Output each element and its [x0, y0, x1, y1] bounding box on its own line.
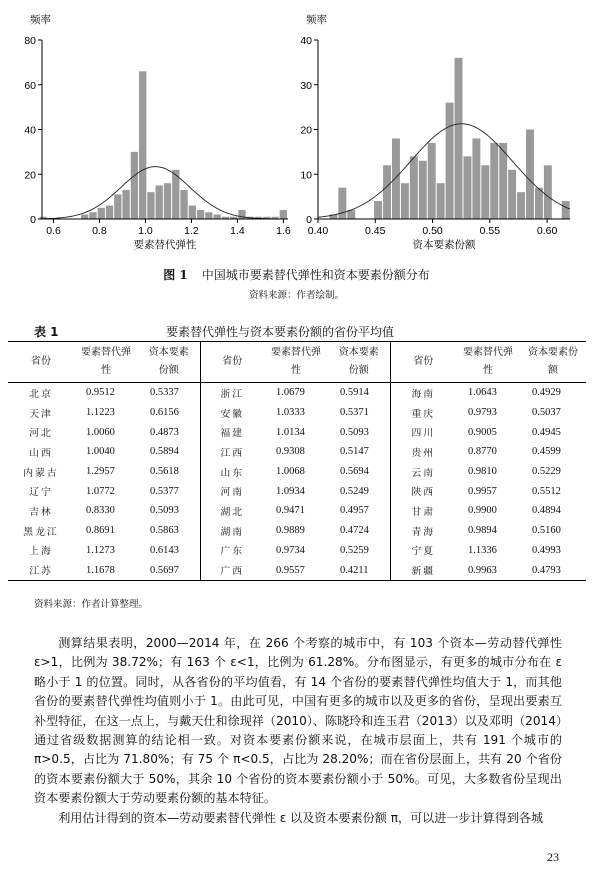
share-cell: 0.5093 — [150, 505, 179, 517]
elasticity-cell: 1.0934 — [276, 485, 305, 497]
elasticity-cell: 1.1223 — [86, 407, 115, 419]
province-cell: 北京 — [29, 388, 53, 400]
histogram-bar — [156, 185, 163, 219]
share-cell: 0.4957 — [340, 505, 369, 517]
province-table — [8, 341, 586, 581]
x-tick-label: 1.2 — [184, 225, 199, 237]
share-cell: 0.5229 — [532, 466, 561, 478]
x-tick-label: 0.55 — [479, 225, 501, 237]
province-cell: 安徽 — [200, 403, 264, 423]
histogram-bar — [428, 143, 436, 219]
elasticity-header: 要素替代弹性 — [264, 342, 328, 383]
figure-source: 资料来源：作者绘制。 — [248, 290, 344, 301]
province-header: 省份 — [200, 342, 264, 383]
y-tick-label: 20 — [24, 169, 36, 182]
province-cell: 重庆 — [390, 403, 456, 423]
share-cell: 0.6143 — [150, 544, 179, 556]
province-cell: 海南 — [390, 383, 456, 403]
elasticity-cell: 0.8330 — [86, 505, 115, 517]
province-cell: 江苏 — [8, 560, 74, 580]
province-cell: 浙江 — [200, 383, 264, 403]
body-text — [34, 634, 562, 828]
share-cell: 0.5037 — [532, 407, 561, 419]
y-axis-title: 频率 — [30, 14, 51, 26]
table-row — [8, 560, 586, 580]
y-axis-title: 频率 — [306, 14, 327, 26]
histogram-bar — [535, 188, 543, 219]
share-cell: 0.4993 — [532, 544, 561, 556]
elasticity-cell: 1.0040 — [86, 446, 115, 458]
share-cell: 0.5259 — [340, 544, 369, 556]
elasticity-cell: 1.1273 — [86, 544, 115, 556]
histogram-bar — [164, 183, 171, 219]
share-cell: 0.5377 — [150, 485, 179, 497]
x-tick-label: 1.6 — [276, 225, 291, 237]
y-tick-label: 60 — [24, 79, 36, 92]
province-cell: 河南 — [200, 481, 264, 501]
province-cell: 陕西 — [390, 481, 456, 501]
histogram-bar — [280, 210, 287, 219]
share-cell: 0.5337 — [150, 387, 179, 399]
elasticity-header: 要素替代弹性 — [456, 342, 520, 383]
elasticity-cell: 1.0679 — [276, 387, 305, 399]
elasticity-cell: 0.9308 — [276, 446, 305, 458]
histogram-capital-share — [300, 13, 570, 251]
share-cell: 0.5371 — [340, 407, 369, 419]
table-row — [8, 383, 586, 403]
elasticity-cell: 0.9810 — [468, 466, 497, 478]
histogram-bar — [180, 190, 187, 219]
histogram-bar — [392, 138, 400, 219]
histogram-bar — [98, 208, 105, 219]
elasticity-cell: 1.1678 — [74, 560, 138, 580]
share-cell: 0.5618 — [150, 466, 179, 478]
y-tick-label: 0 — [30, 214, 36, 226]
share-cell: 0.5512 — [532, 485, 561, 497]
histogram-bar — [214, 215, 221, 219]
histogram-bar — [419, 161, 427, 219]
paragraph-1: 测算结果表明，2000—2014 年，在 266 个考察的城市中，有 103 个资本—劳动替代弹性 ε>1，比例为 38.72%；有 163 个 ε<1，比例为 61.28%。分布图显示，有更多的城市分布在 ε 略小于 1 的位置。同时，从各省份的平均值看，有 14 个省份的要素替代弹性均值大于 1，而其他省份的要素替代弹性均值则小于 1。由此可见，中国有更多的城市以及更多的省份，呈现出要素互补型特征，在这一点上，与戴天仕和徐现祥（2010）、陈晓玲和连玉君（2013）以及邓明（2014）通过省级数据测算的结论相一致。对资本要素份额来说，在城市层面上，共有 191 个城市的 π>0.5，占比为 71.80%；有 75 个 π<0.5，占比为 28.20%；而在省份层面上，共有 20 个省份的资本要素份额大于 50%，其余 10 个省份的资本要素份额小于 50%。可见，大多数省份呈现出资本要素份额大于劳动要素份额的基本特征。 — [34, 636, 562, 806]
province-cell: 山西 — [29, 447, 53, 459]
histogram-bar — [81, 215, 88, 219]
share-cell: 0.5147 — [340, 446, 369, 458]
histogram-bar — [114, 194, 121, 219]
table-row — [8, 481, 586, 501]
share-cell: 0.5914 — [340, 387, 369, 399]
table-source: 资料来源：作者计算整理。 — [34, 599, 149, 610]
elasticity-cell: 0.9963 — [456, 560, 520, 580]
elasticity-header: 要素替代弹性 — [74, 342, 138, 383]
figure-1-charts — [0, 0, 593, 265]
share-cell: 0.4873 — [150, 426, 179, 438]
elasticity-cell: 1.0333 — [276, 407, 305, 419]
elasticity-cell: 0.9512 — [86, 387, 115, 399]
province-cell: 湖南 — [200, 521, 264, 541]
histogram-elasticity — [24, 13, 291, 251]
province-header: 省份 — [8, 342, 74, 383]
province-cell: 甘肃 — [390, 501, 456, 521]
province-cell: 宁夏 — [390, 541, 456, 561]
elasticity-cell: 0.9889 — [276, 525, 305, 537]
elasticity-cell: 1.0060 — [86, 426, 115, 438]
share-cell: 0.4894 — [532, 505, 561, 517]
table-row — [8, 501, 586, 521]
share-cell: 0.4945 — [532, 426, 561, 438]
table-row — [8, 462, 586, 482]
histogram-bar — [455, 58, 463, 219]
x-axis-title: 要素替代弹性 — [133, 239, 197, 251]
elasticity-cell: 0.8770 — [468, 446, 497, 458]
paragraph-2: 利用估计得到的资本—劳动要素替代弹性 ε 以及资本要素份额 π，可以进一步计算得到各城 — [58, 810, 544, 825]
share-cell: 0.5694 — [340, 466, 369, 478]
x-tick-label: 0.8 — [92, 225, 107, 237]
histogram-bar — [544, 165, 552, 219]
x-tick-label: 0.50 — [422, 225, 443, 237]
histogram-bar — [338, 188, 346, 219]
histogram-bar — [517, 192, 525, 219]
histogram-bar — [147, 192, 154, 219]
share-cell: 0.4724 — [340, 525, 369, 537]
share-cell: 0.4599 — [532, 446, 561, 458]
table-heading — [34, 323, 558, 341]
province-cell: 四川 — [390, 422, 456, 442]
elasticity-cell: 0.9734 — [276, 544, 305, 556]
y-tick-label: 40 — [24, 124, 36, 137]
elasticity-cell: 1.1336 — [468, 544, 497, 556]
elasticity-cell: 1.0068 — [276, 466, 305, 478]
province-cell: 山东 — [200, 462, 264, 482]
table-label: 表 1 — [34, 325, 59, 339]
histogram-bar — [410, 156, 418, 219]
share-cell: 0.5249 — [340, 485, 369, 497]
histogram-bar — [122, 190, 129, 219]
share-cell: 0.5697 — [138, 560, 200, 580]
histogram-bar — [481, 165, 489, 219]
province-cell: 辽宁 — [29, 487, 53, 499]
elasticity-cell: 0.8691 — [86, 525, 115, 537]
histogram-bar — [526, 130, 534, 220]
share-cell: 0.4211 — [328, 560, 390, 580]
province-cell: 河北 — [29, 428, 53, 440]
histogram-bar — [383, 165, 391, 219]
province-cell: 吉林 — [29, 506, 53, 518]
x-tick-label: 0.6 — [46, 225, 61, 237]
table-row — [8, 442, 586, 462]
histogram-bar — [89, 212, 96, 219]
elasticity-cell: 1.0772 — [86, 485, 115, 497]
elasticity-cell: 0.9557 — [264, 560, 328, 580]
histogram-bar — [446, 103, 454, 219]
figure-caption-text: 中国城市要素替代弹性和资本要素份额分布 — [201, 268, 430, 282]
share-cell: 0.5863 — [150, 525, 179, 537]
elasticity-cell: 0.9894 — [468, 525, 497, 537]
y-tick-label: 0 — [306, 214, 312, 226]
histogram-bar — [106, 206, 113, 219]
table-header-row — [8, 342, 586, 383]
share-cell: 0.5093 — [340, 426, 369, 438]
y-tick-label: 80 — [24, 35, 36, 47]
share-cell: 0.4929 — [532, 387, 561, 399]
elasticity-cell: 0.9957 — [468, 485, 497, 497]
province-cell: 新疆 — [390, 560, 456, 580]
province-cell: 广东 — [200, 541, 264, 561]
y-tick-label: 20 — [300, 124, 312, 137]
share-header: 资本要素份额 — [138, 342, 200, 383]
elasticity-cell: 0.9005 — [468, 426, 497, 438]
x-tick-label: 1.0 — [138, 225, 153, 237]
province-cell: 湖北 — [200, 501, 264, 521]
table-row — [8, 521, 586, 541]
share-header: 资本要素份额 — [520, 342, 586, 383]
histogram-bar — [401, 183, 409, 219]
table-row — [8, 422, 586, 442]
province-cell: 天津 — [29, 408, 53, 420]
province-cell: 青海 — [390, 521, 456, 541]
histogram-bar — [374, 201, 382, 219]
province-cell: 广西 — [200, 560, 264, 580]
page-number: 23 — [547, 850, 559, 864]
share-header: 资本要素份额 — [328, 342, 390, 383]
histogram-bar — [463, 156, 471, 219]
histogram-bar — [472, 138, 480, 219]
figure-label: 图 1 — [163, 268, 188, 282]
province-cell: 福建 — [200, 422, 264, 442]
table-title: 要素替代弹性与资本要素份额的省份平均值 — [166, 325, 395, 339]
province-cell: 云南 — [390, 462, 456, 482]
x-tick-label: 0.60 — [536, 225, 558, 237]
province-header: 省份 — [390, 342, 456, 383]
x-tick-label: 1.4 — [230, 225, 245, 237]
share-cell: 0.4793 — [520, 560, 586, 580]
histogram-bar — [205, 212, 212, 219]
table-row — [8, 403, 586, 423]
elasticity-cell: 0.9900 — [468, 505, 497, 517]
histogram-bar — [131, 152, 138, 219]
share-cell: 0.6156 — [150, 407, 179, 419]
figure-caption — [0, 266, 593, 283]
histogram-bar — [490, 143, 498, 219]
histogram-bar — [139, 71, 146, 219]
x-tick-label: 0.45 — [365, 225, 386, 237]
province-cell: 黑龙江 — [23, 526, 59, 538]
histogram-bar — [238, 210, 245, 219]
province-cell: 江西 — [200, 442, 264, 462]
histogram-bar — [197, 210, 204, 219]
province-cell: 贵州 — [390, 442, 456, 462]
x-axis-title: 资本要素份额 — [412, 239, 476, 251]
y-tick-label: 10 — [300, 169, 312, 182]
province-cell: 内蒙古 — [23, 467, 59, 479]
elasticity-cell: 0.9471 — [276, 505, 305, 517]
histogram-bar — [508, 170, 516, 219]
elasticity-cell: 0.9793 — [468, 407, 497, 419]
table-body — [8, 383, 586, 581]
y-tick-label: 30 — [300, 79, 312, 92]
x-tick-label: 0.40 — [307, 225, 329, 237]
province-cell: 上海 — [29, 546, 53, 558]
y-tick-label: 40 — [300, 35, 312, 47]
histogram-bar — [437, 183, 445, 219]
histogram-bar — [189, 206, 196, 219]
elasticity-cell: 1.2957 — [86, 466, 115, 478]
table-row — [8, 541, 586, 561]
share-cell: 0.5894 — [150, 446, 179, 458]
share-cell: 0.5160 — [532, 525, 561, 537]
elasticity-cell: 1.0134 — [276, 426, 305, 438]
elasticity-cell: 1.0643 — [468, 387, 497, 399]
histogram-bar — [562, 201, 570, 219]
